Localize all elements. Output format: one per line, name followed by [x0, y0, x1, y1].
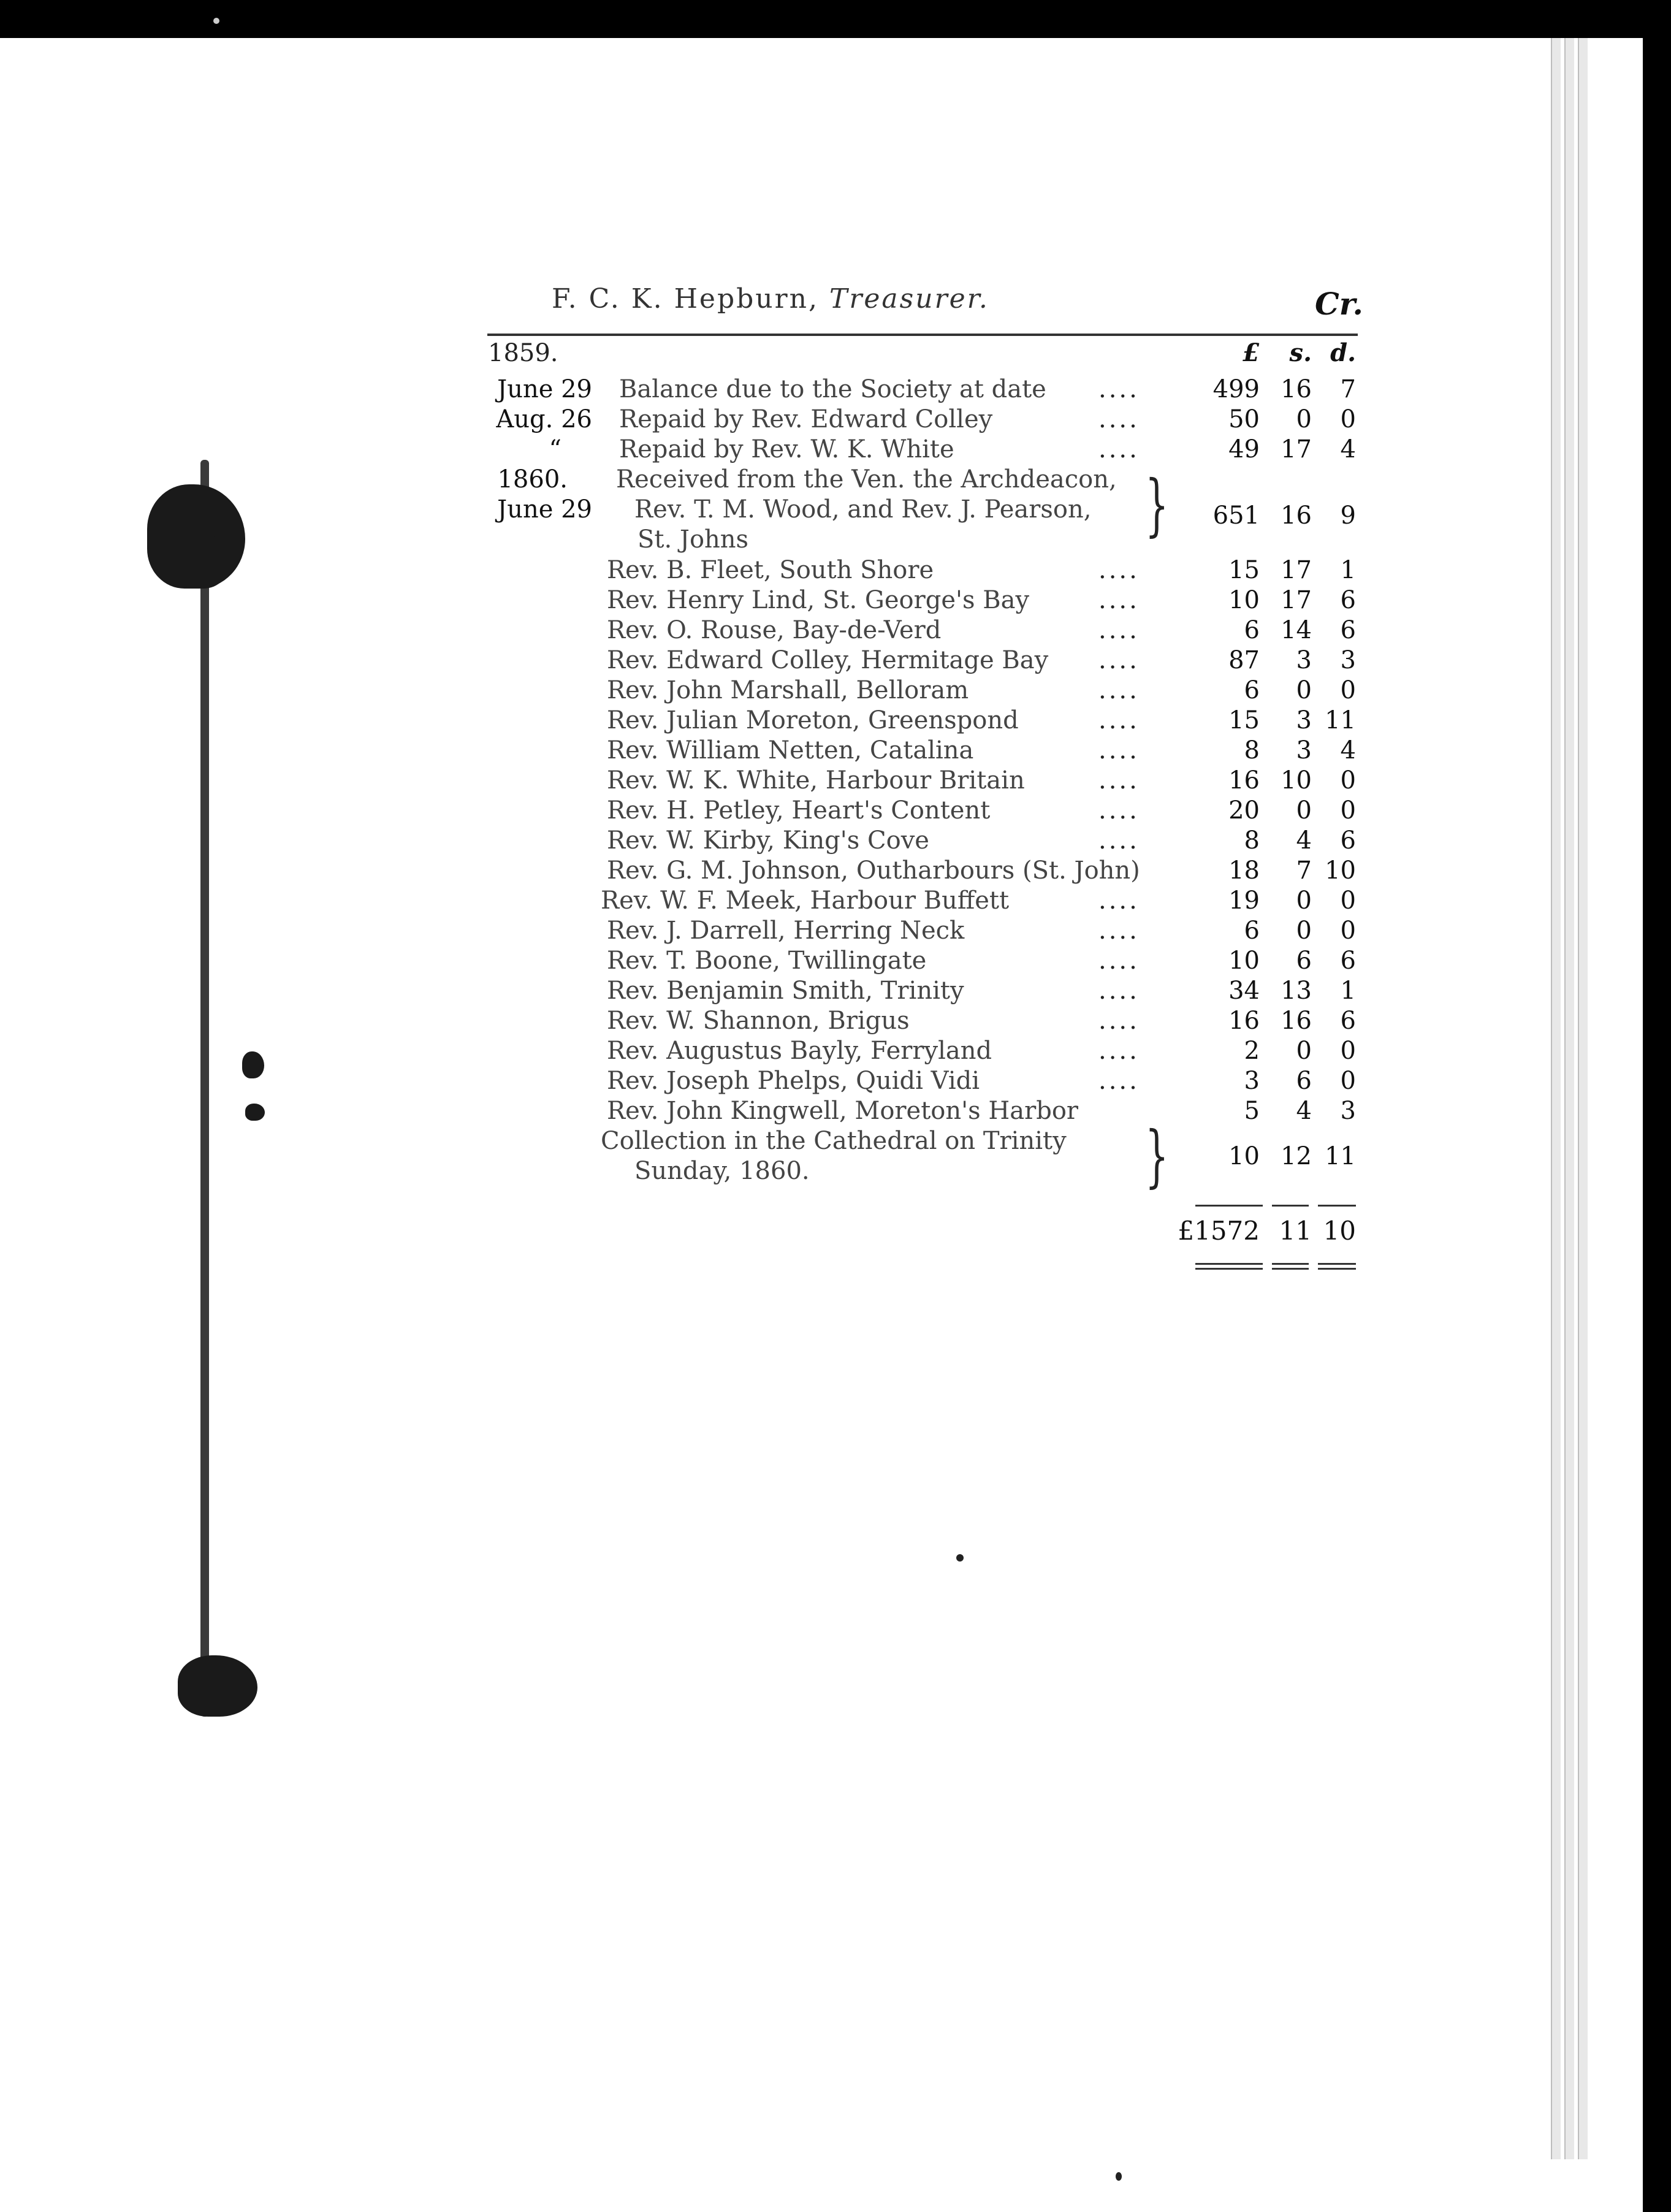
speck — [1116, 2172, 1122, 2181]
entry-description: Repaid by Rev. W. K. White — [619, 435, 954, 463]
pence-value: 4 — [1340, 435, 1356, 463]
pounds-value: 10 — [1228, 947, 1260, 975]
entry-description: Rev. W. Kirby, King's Cove — [607, 826, 929, 855]
leader-dots: .... — [1098, 706, 1140, 734]
pounds-value: 15 — [1228, 706, 1260, 734]
entry-description: Rev. Henry Lind, St. George's Bay — [607, 586, 1030, 614]
pence-value: 1 — [1340, 977, 1356, 1005]
pounds-value: 10 — [1228, 586, 1260, 614]
shillings-value: 0 — [1296, 676, 1312, 704]
header-rule — [487, 334, 1358, 336]
pounds-value: 8 — [1244, 826, 1260, 855]
pounds-value: 50 — [1228, 405, 1260, 433]
shillings-value: 6 — [1296, 947, 1312, 975]
pounds-value: 49 — [1228, 435, 1260, 463]
treasurer-title: Treasurer. — [829, 283, 989, 315]
entry-description: Rev. H. Petley, Heart's Content — [607, 796, 991, 825]
shillings-value: 0 — [1296, 796, 1312, 825]
pence-value: 6 — [1340, 1007, 1356, 1035]
page-edge — [1551, 38, 1561, 2159]
pence-value: 0 — [1340, 917, 1356, 945]
total-double-rule — [1195, 1268, 1263, 1270]
pence-value: 0 — [1340, 1037, 1356, 1065]
shillings-value: 0 — [1296, 917, 1312, 945]
leader-dots: .... — [1098, 977, 1140, 1005]
speck — [213, 18, 219, 24]
binding-hole — [245, 1104, 265, 1121]
binding-hole — [175, 533, 230, 589]
leader-dots: .... — [1098, 405, 1140, 433]
total-double-rule — [1195, 1263, 1263, 1265]
entry-date: Aug. 26 — [496, 405, 592, 433]
leader-dots: .... — [1098, 556, 1140, 584]
binding-hole — [178, 1655, 257, 1717]
leader-dots: .... — [1098, 616, 1140, 644]
entry-date: June 29 — [497, 375, 592, 403]
entry-year: 1860. — [497, 465, 568, 494]
entry-description: Rev. J. Darrell, Herring Neck — [607, 917, 965, 945]
shillings-value: 16 — [1281, 375, 1312, 403]
shillings-value: 13 — [1281, 977, 1312, 1005]
pounds-value: 87 — [1228, 646, 1260, 674]
shillings-value: 7 — [1296, 856, 1312, 885]
leader-dots: .... — [1098, 947, 1140, 975]
treasurer-name: F. C. K. Hepburn, — [552, 283, 819, 315]
shillings-value: 12 — [1281, 1142, 1312, 1170]
ledger-header — [552, 283, 989, 315]
entry-description: Rev. T. Boone, Twillingate — [607, 947, 927, 975]
pence-value: 6 — [1340, 616, 1356, 644]
pounds-value: 19 — [1228, 887, 1260, 915]
entry-description-continued: Sunday, 1860. — [634, 1157, 810, 1185]
entry-description: Rev. W. F. Meek, Harbour Buffett — [601, 887, 1010, 915]
entry-date: June 29 — [497, 495, 592, 524]
entry-description: Rev. Benjamin Smith, Trinity — [607, 977, 964, 1005]
pounds-column-header: £ — [1243, 338, 1260, 367]
leader-dots: .... — [1098, 766, 1140, 795]
pence-value: 11 — [1325, 1142, 1356, 1170]
shillings-value: 10 — [1281, 766, 1312, 795]
entry-description: Rev. Edward Colley, Hermitage Bay — [607, 646, 1049, 674]
pence-value: 1 — [1340, 556, 1356, 584]
leader-dots: .... — [1098, 1037, 1140, 1065]
pounds-value: 499 — [1212, 375, 1260, 403]
year-label: 1859. — [488, 339, 558, 367]
leader-dots: .... — [1098, 1007, 1140, 1035]
page-edge — [1578, 38, 1588, 2159]
pounds-value: 16 — [1228, 766, 1260, 795]
pounds-value: 2 — [1244, 1037, 1260, 1065]
total-pence: 10 — [1323, 1216, 1356, 1246]
entry-description: Rev. G. M. Johnson, Outharbours (St. John) — [607, 856, 1140, 885]
speck — [956, 1554, 964, 1562]
entry-description-continued: Rev. T. M. Wood, and Rev. J. Pearson, — [634, 495, 1092, 524]
page-edge — [1564, 38, 1574, 2159]
entry-description: Rev. John Marshall, Belloram — [607, 676, 969, 704]
pence-value: 0 — [1340, 1067, 1356, 1095]
shillings-value: 16 — [1281, 502, 1312, 530]
entry-description: Rev. W. K. White, Harbour Britain — [607, 766, 1025, 795]
entry-description: Rev. W. Shannon, Brigus — [607, 1007, 910, 1035]
pounds-value: 34 — [1228, 977, 1260, 1005]
entry-description-continued: St. Johns — [638, 525, 749, 554]
pence-value: 7 — [1340, 375, 1356, 403]
pence-value: 9 — [1340, 502, 1356, 530]
leader-dots: .... — [1098, 646, 1140, 674]
leader-dots: .... — [1098, 435, 1140, 463]
leader-dots: .... — [1098, 736, 1140, 765]
sum-rule — [1318, 1205, 1356, 1207]
entry-date: “ — [549, 435, 561, 463]
entry-description: Rev. Julian Moreton, Greenspond — [607, 706, 1019, 734]
total-double-rule — [1272, 1268, 1309, 1270]
leader-dots: .... — [1098, 887, 1140, 915]
total-double-rule — [1318, 1268, 1356, 1270]
pence-value: 0 — [1340, 887, 1356, 915]
pounds-value: 6 — [1244, 676, 1260, 704]
credit-side-label: Cr. — [1315, 286, 1363, 322]
shillings-column-header: s. — [1289, 338, 1312, 367]
shillings-value: 14 — [1281, 616, 1312, 644]
shillings-value: 0 — [1296, 887, 1312, 915]
shillings-value: 0 — [1296, 405, 1312, 433]
pounds-value: 651 — [1212, 502, 1260, 530]
sum-rule — [1195, 1205, 1263, 1207]
pounds-value: 8 — [1244, 736, 1260, 765]
total-pounds: £1572 — [1178, 1216, 1260, 1246]
pence-value: 11 — [1325, 706, 1356, 734]
leader-dots: .... — [1098, 586, 1140, 614]
shillings-value: 3 — [1296, 736, 1312, 765]
shillings-value: 17 — [1281, 556, 1312, 584]
pounds-value: 5 — [1244, 1097, 1260, 1125]
pence-value: 0 — [1340, 676, 1356, 704]
pounds-value: 18 — [1228, 856, 1260, 885]
shillings-value: 4 — [1296, 826, 1312, 855]
pounds-value: 16 — [1228, 1007, 1260, 1035]
entry-description: Rev. Augustus Bayly, Ferryland — [607, 1037, 992, 1065]
shillings-value: 0 — [1296, 1037, 1312, 1065]
pounds-value: 15 — [1228, 556, 1260, 584]
leader-dots: .... — [1098, 796, 1140, 825]
brace-mark: } — [1145, 1116, 1169, 1195]
sum-rule — [1272, 1205, 1309, 1207]
pence-value: 3 — [1340, 646, 1356, 674]
total-row — [0, 1214, 1671, 1248]
pounds-value: 10 — [1228, 1142, 1260, 1170]
pence-value: 3 — [1340, 1097, 1356, 1125]
entry-description: Received from the Ven. the Archdeacon, — [616, 465, 1117, 494]
entry-description: Repaid by Rev. Edward Colley — [619, 405, 993, 433]
entry-description: Rev. B. Fleet, South Shore — [607, 556, 934, 584]
brace-mark: } — [1145, 465, 1169, 544]
total-shillings: 11 — [1279, 1216, 1312, 1246]
binding-spine — [200, 460, 209, 1717]
pounds-value: 3 — [1244, 1067, 1260, 1095]
pence-value: 6 — [1340, 947, 1356, 975]
shillings-value: 3 — [1296, 646, 1312, 674]
total-double-rule — [1272, 1263, 1309, 1265]
shillings-value: 6 — [1296, 1067, 1312, 1095]
shillings-value: 17 — [1281, 435, 1312, 463]
leader-dots: .... — [1098, 676, 1140, 704]
shillings-value: 3 — [1296, 706, 1312, 734]
shillings-value: 16 — [1281, 1007, 1312, 1035]
entry-description: Rev. Joseph Phelps, Quidi Vidi — [607, 1067, 980, 1095]
binding-hole — [242, 1051, 264, 1078]
shillings-value: 4 — [1296, 1097, 1312, 1125]
pence-column-header: d. — [1330, 338, 1356, 367]
shillings-value: 17 — [1281, 586, 1312, 614]
entry-description: Balance due to the Society at date — [619, 375, 1046, 403]
pence-value: 4 — [1340, 736, 1356, 765]
total-double-rule — [1318, 1263, 1356, 1265]
pence-value: 0 — [1340, 766, 1356, 795]
pounds-value: 6 — [1244, 917, 1260, 945]
pounds-value: 20 — [1228, 796, 1260, 825]
entry-description: Rev. O. Rouse, Bay-de-Verd — [607, 616, 942, 644]
pence-value: 6 — [1340, 826, 1356, 855]
pence-value: 10 — [1325, 856, 1356, 885]
leader-dots: .... — [1098, 1067, 1140, 1095]
pounds-value: 6 — [1244, 616, 1260, 644]
leader-dots: .... — [1098, 826, 1140, 855]
entry-description: Rev. William Netten, Catalina — [607, 736, 974, 765]
leader-dots: .... — [1098, 375, 1140, 403]
pence-value: 0 — [1340, 796, 1356, 825]
pence-value: 0 — [1340, 405, 1356, 433]
leader-dots: .... — [1098, 917, 1140, 945]
pence-value: 6 — [1340, 586, 1356, 614]
entry-description: Rev. John Kingwell, Moreton's Harbor — [607, 1097, 1079, 1125]
entry-description: Collection in the Cathedral on Trinity — [601, 1127, 1067, 1155]
